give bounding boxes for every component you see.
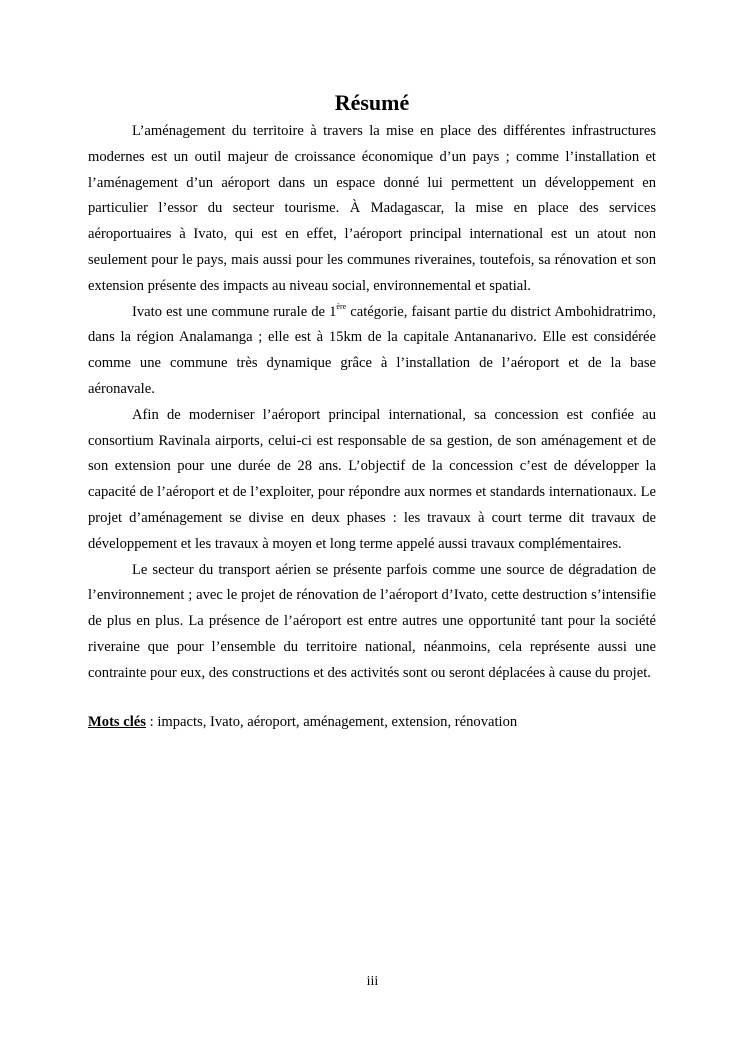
keywords-label: Mots clés [88,713,146,730]
paragraph-intro: L’aménagement du territoire à travers la mise en place des différentes infrastructures modernes est un outil majeur de croissance économique d’un pays ; comme l’installation et l’aménagement d’un aéroport dans un espace donné lui permettent un développement en particulier l’essor du secteur tourisme. À Madagascar, la mise en place des services aéroportuaires à Ivato, qui est en effet, l’aéroport principal international est un atout non seulement pour le pays, mais aussi pour les communes riveraines, toutefois, sa rénovation et son extension présente des impacts au niveau social, environnemental et spatial. [88,123,656,294]
keywords-text: impacts, Ivato, aéroport, aménagement, extension, rénovation [157,713,518,730]
paragraph-ivato-start: Ivato est une commune rurale de 1 [132,303,337,320]
paragraph-ivato [88,300,656,403]
page-title: Résumé [334,90,410,115]
paragraph-ivato-rest: catégorie, faisant partie du district Ambohidratrimo, dans la région Analamanga ; elle est à 15km de la capitale Antananarivo. Elle est considérée comme une commune très dynamique grâce à l’installation de l’aéroport et de la base aéronavale. [88,303,656,397]
keywords-line [88,710,656,736]
paragraph-concession: Afin de moderniser l’aéroport principal international, sa concession est confiée au consortium Ravinala airports, celui-ci est responsable de sa gestion, de son aménagement et de son extension pour une durée de 28 ans. L’objectif de la concession c’est de développer la capacité de l’aéroport et de l’exploiter, pour répondre aux normes et standards internationaux. Le projet d’aménagement se divise en deux phases : les travaux à court terme dit travaux de développement et les travaux à moyen et long terme appelé aussi travaux complémentaires. [88,406,656,552]
ordinal-superscript: ère [336,301,347,311]
document-page [88,88,656,735]
keywords-separator: : [145,713,158,730]
page-number: iii [366,974,379,989]
paragraph-environment: Le secteur du transport aérien se présente parfois comme une source de dégradation de l’environnement ; avec le projet de rénovation de l’aéroport d’Ivato, cette destruction s’intensifie de plus en plus. La présence de l’aéroport est entre autres une opportunité tant pour la société riveraine que pour l’ensemble du territoire national, néanmoins, cela représente aussi une contrainte pour eux, des constructions et des activités sont ou seront déplacées à cause du projet. [88,561,656,681]
